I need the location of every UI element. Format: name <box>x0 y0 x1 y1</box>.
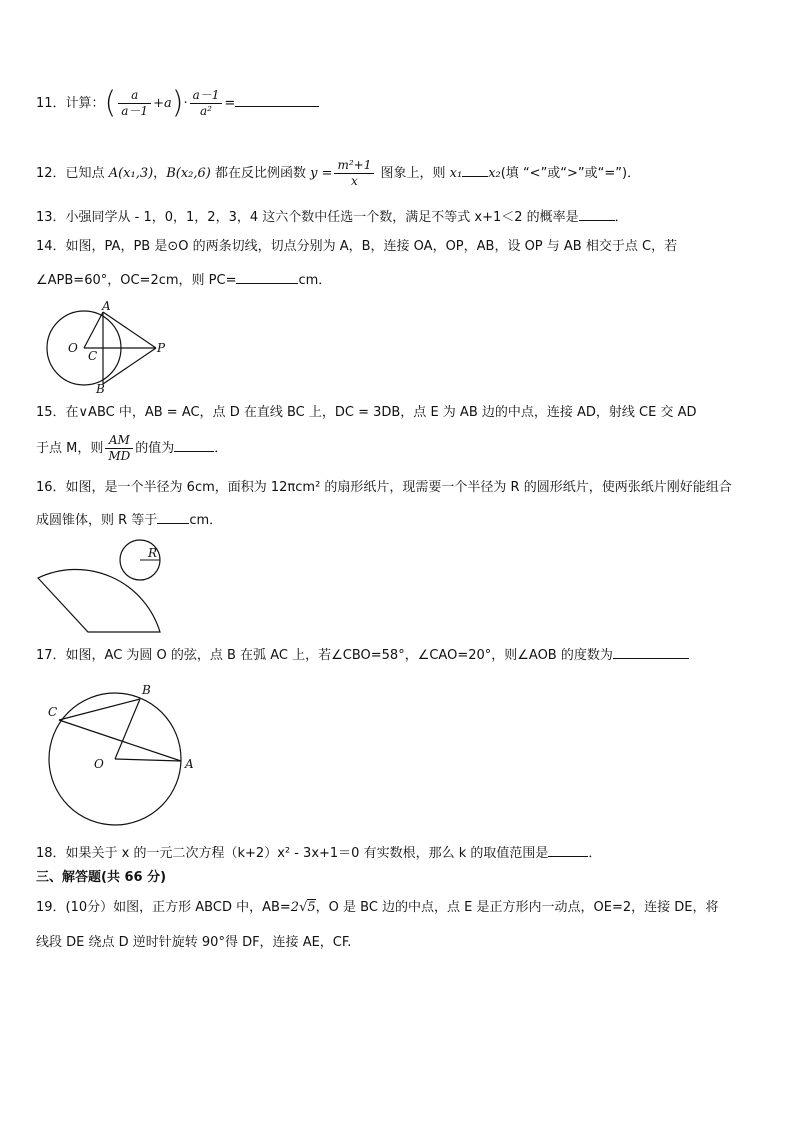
q11-dot: · <box>183 96 188 111</box>
q19-line-2-text: 线段 DE 绕点 D 逆时针旋转 90°得 DF，连接 AE，CF. <box>36 935 352 950</box>
q15-answer-blank <box>174 438 214 452</box>
q14-tangent-pa <box>103 312 156 348</box>
q15-line-2-text-b: 的值为 <box>135 441 175 456</box>
q17-radius-ob <box>115 699 140 759</box>
q18-answer-blank <box>548 843 588 857</box>
q12-point-a: A(x₁,3) <box>108 166 154 181</box>
question-19-line-1 <box>36 899 719 917</box>
q11-right-paren: ) <box>171 85 184 121</box>
q15-line-1-text: 15．在∨ABC 中，AB = AC，点 D 在直线 BC 上，DC = 3DB，点 E 为 AB 边的中点，连接 AD，射线 CE 交 AD <box>36 405 697 420</box>
q14-figure <box>40 300 180 395</box>
q12-text-d: (填 “<”或“>”或“=”)． <box>500 166 641 181</box>
q17-radius-oa <box>115 759 181 761</box>
q12-fraction: $\frac{\text{m²+1}}{x}$ <box>334 158 374 189</box>
q17-label-a: A <box>185 757 194 771</box>
q16-line-2-text: 成圆锥体，则 R 等于 <box>36 513 158 528</box>
q11-label: 11．计算： <box>36 96 105 111</box>
q13-answer-blank <box>579 207 615 221</box>
question-14-line-2 <box>36 270 331 290</box>
q16-figure <box>36 536 172 636</box>
question-15-line-1 <box>36 404 697 422</box>
q11-left-paren: ( <box>104 85 117 121</box>
question-16-line-2 <box>36 510 222 530</box>
q14-label-p: P <box>157 341 166 355</box>
q12-text-c: 图象上，则 <box>376 166 450 181</box>
question-15-line-2 <box>36 433 227 464</box>
question-13 <box>36 207 628 227</box>
q17-label-b: B <box>142 683 151 697</box>
q16-answer-blank <box>157 510 189 524</box>
q12-y-equals: y = <box>310 166 333 181</box>
q12-sep: ， <box>153 166 167 181</box>
question-16-line-1 <box>36 479 732 497</box>
q17-chord-ca <box>59 720 181 761</box>
q17-figure <box>40 678 210 828</box>
question-14-line-1 <box>36 238 677 256</box>
q12-x2: x₂ <box>488 166 501 181</box>
q14-label-o: O <box>68 341 78 355</box>
q14-label-c: C <box>88 349 98 363</box>
q15-fraction: $\frac{AM}{MD}$ <box>105 433 133 464</box>
q19-radicand: 5 <box>307 900 316 915</box>
q18-end: ． <box>588 846 602 861</box>
q19-coefficient: 2 <box>290 900 300 915</box>
q14-answer-blank <box>236 270 298 284</box>
question-18 <box>36 843 601 863</box>
q14-tangent-pb <box>103 348 156 384</box>
q11-plus-a: +a <box>153 96 172 111</box>
q17-answer-blank <box>613 645 689 659</box>
question-11 <box>36 85 319 121</box>
q16-label-r: R <box>148 546 158 560</box>
q18-text: 18．如果关于 x 的一元二次方程（k+2）x² - 3x+1＝0 有实数根，那么 k 的取值范围是 <box>36 846 549 861</box>
q12-point-b: B(x₂,6) <box>166 166 211 181</box>
question-17 <box>36 645 689 665</box>
q13-end: ． <box>614 210 628 225</box>
q16-line-1-text: 16．如图，是一个半径为 6cm，面积为 12πcm² 的扇形纸片，现需要一个半径为 R 的圆形纸片，使两张纸片刚好能组合 <box>36 480 732 495</box>
q17-text: 17．如图，AC 为圆 O 的弦，点 B 在弧 AC 上，若∠CBO=58°，∠CAO=20°，则∠AOB 的度数为 <box>36 648 613 663</box>
q13-text: 13．小强同学从 - 1，0，1，2，3，4 这六个数中任选一个数，满足不等式 x+1＜2 的概率是 <box>36 210 579 225</box>
q19-text-b: ，O 是 BC 边的中点，点 E 是正方形内一动点，OE=2，连接 DE，将 <box>315 900 719 915</box>
q11-answer-blank <box>235 93 319 107</box>
q14-label-b: B <box>96 382 105 395</box>
q17-label-c: C <box>48 705 58 719</box>
q16-unit: cm． <box>189 513 223 528</box>
section-3-title: 三、解答题(共 66 分) <box>36 870 167 885</box>
q11-fraction-1: $\frac{a}{a-1}$ <box>118 88 151 119</box>
q15-end: ． <box>214 441 228 456</box>
q11-equals: = <box>224 96 236 111</box>
q14-line-2-text: ∠APB=60°，OC=2cm，则 PC= <box>36 273 237 288</box>
question-19-line-2 <box>36 934 351 952</box>
q14-radius-oa <box>84 312 103 348</box>
q15-line-2-text-a: 于点 M，则 <box>36 441 104 456</box>
q12-text-a: 12．已知点 <box>36 166 109 181</box>
q14-line-1-text: 14．如图，PA，PB 是⊙O 的两条切线，切点分别为 A，B，连接 OA，OP，AB，设 OP 与 AB 相交于点 C，若 <box>36 239 678 254</box>
q12-text-b: 都在反比例函数 <box>210 166 311 181</box>
q12-answer-blank <box>462 163 488 177</box>
q17-label-o: O <box>94 757 104 771</box>
q12-x1: x₁ <box>449 166 463 181</box>
question-12 <box>36 158 640 189</box>
q19-sqrt-sign: √ <box>299 900 308 915</box>
q19-text-a: 19．(10分）如图，正方形 ABCD 中，AB= <box>36 900 291 915</box>
q14-label-a: A <box>102 300 111 313</box>
q14-unit: cm． <box>298 273 332 288</box>
q11-fraction-2: $\frac{a-1}{\text{a²}}$ <box>190 88 223 119</box>
